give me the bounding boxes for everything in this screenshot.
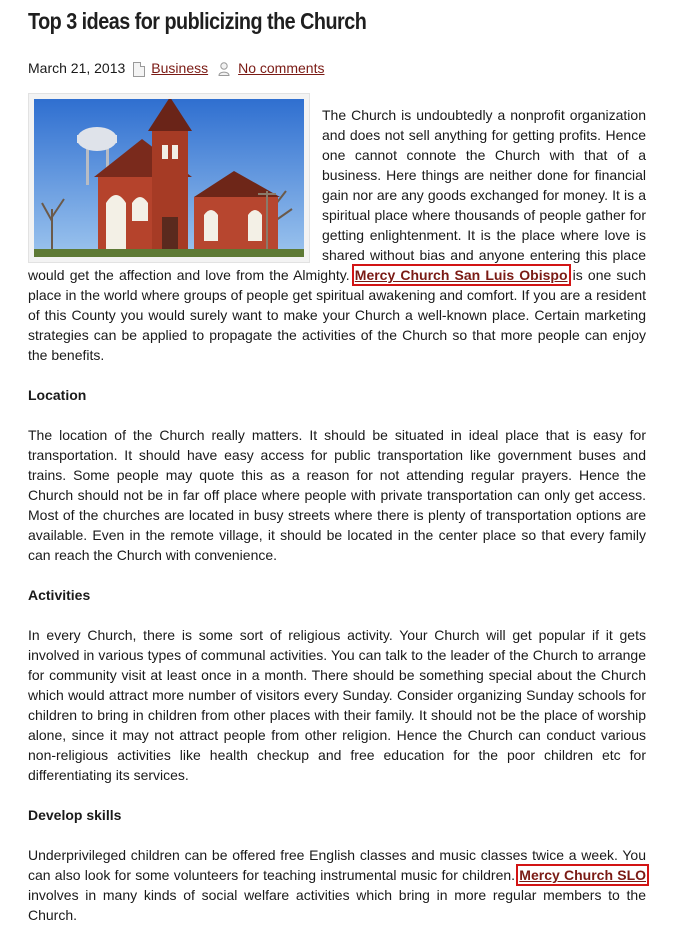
heading-location: Location	[28, 387, 87, 403]
heading-activities: Activities	[28, 587, 91, 603]
post-date: March 21, 2013	[28, 60, 126, 76]
develop-skills-paragraph	[28, 845, 646, 925]
post-title: Top 3 ideas for publicizing the Church	[28, 8, 367, 34]
intro-paragraph	[28, 105, 646, 365]
mercy-church-slo-link[interactable]: Mercy Church SLO	[519, 867, 647, 883]
heading-develop-skills: Develop skills	[28, 807, 122, 823]
church-photo	[28, 93, 310, 263]
intro-text-before: The Church is undoubtedly a nonprofit organization and does not sell anything for getting profits. Hence one cannot connote the Church with that of a business. Here things are neither done for financial gain nor are any goods exchanged for money. It is a spiritual place where thousands of people gather for getting enlightenment. It is the place where love is shared without bias and anyone entering this place would get the affection and love from the Almighty.	[28, 107, 646, 283]
post-content	[28, 105, 646, 945]
comments-link[interactable]: No comments	[238, 60, 325, 76]
post-meta	[28, 59, 324, 77]
develop-text-after: involves in many kinds of social welfare activities which bring in more regular members to the Church.	[28, 887, 646, 923]
activities-paragraph: In every Church, there is some sort of religious activity. Your Church will get popular if it gets involved in various types of communal activities. You can talk to the leader of the Church to arrange for community visit at least once in a month. There should be something special about the Church which would attract more number of visitors every Sunday. Consider organizing Sunday schools for children to bring in children from other places with their family. It should not be the place of worship alone, since it may not attract people from other religion. Hence the Church can conduct various non-religious activities like health checkup and free education for the poor children etc for differentiating its services.	[28, 627, 646, 783]
intro-text-after: is one such place in the world where groups of people get spiritual awakening and comfort. If you are a resident of this County you would surely want to make your Church a well-known place. Certain marketing strategies can be applied to propagate the activities of the Church so that more people can enjoy the benefits.	[28, 267, 647, 363]
church-image	[34, 99, 304, 257]
location-paragraph: The location of the Church really matters. It should be situated in ideal place that is easy for transportation. It should have easy access for public transportation like government buses and trains. Some people may quote this as a reason for not attending regular prayers. Hence the Church should not be in far off place where people with private transportation can only get access. Most of the churches are located in busy streets where there is plenty of transportation options are available. Even in the remote village, it should be located in the center place so that every family can reach the Church with convenience.	[28, 427, 646, 563]
user-icon	[218, 62, 230, 76]
document-icon	[133, 62, 145, 77]
develop-text-before: Underprivileged children can be offered free English classes and music classes twice a week. You can also look for some volunteers for teaching instrumental music for children.	[28, 847, 646, 883]
mercy-church-san-luis-obispo-link[interactable]: Mercy Church San Luis Obispo	[354, 267, 568, 283]
category-link[interactable]: Business	[151, 60, 209, 76]
